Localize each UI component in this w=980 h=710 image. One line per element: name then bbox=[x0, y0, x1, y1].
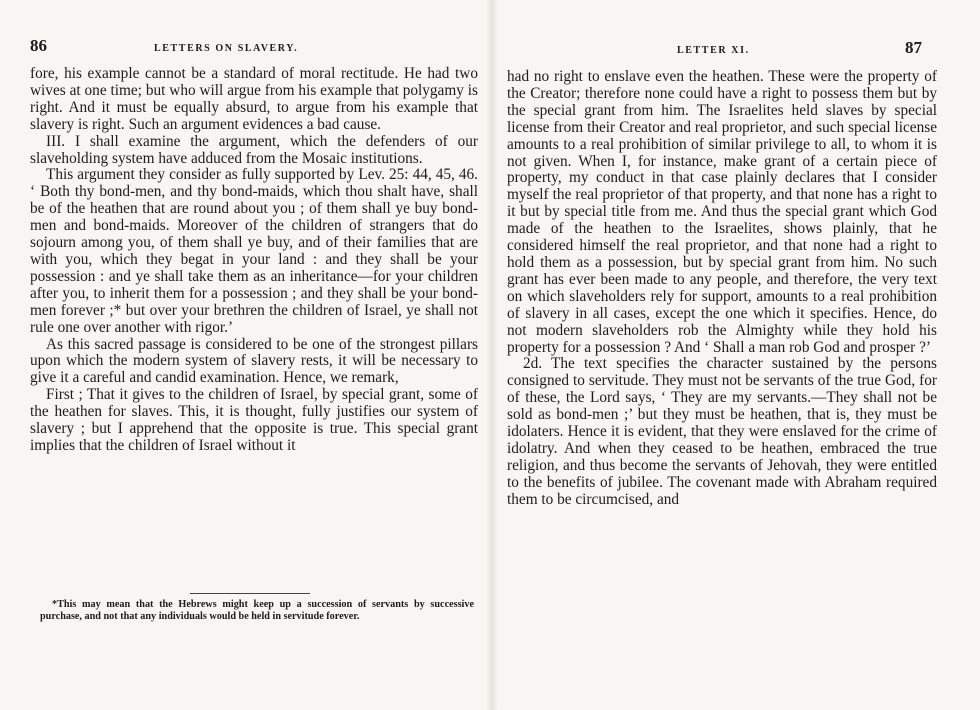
paragraph: III. I shall examine the argument, which the defenders of our slaveholding system have adduced from the Mosaic institutions. bbox=[30, 132, 478, 167]
right-page-body bbox=[507, 69, 937, 509]
paragraph: had no right to enslave even the heathen. These were the property of the Creator; therefore none could have a right to possess them but by the special grant from him. The Israelites held slaves by special license from their Creator and real proprietor, and such special license amounts to a real prohibition of similar privilege to all, to whom it is not given. When I, for instance, make grant of a certain piece of property, my conduct in that case plainly declares that I consider myself the real proprietor of that property, and that none has a right to it but by special title from me. And thus the special grant which God made of the heathen to the Israelites, shows plainly, that he considered himself the real proprietor, and that none had a right to hold them as a possession, but by special grant from him. No such grant has ever been made to any people, and therefore, the very text on which slaveholders rely for support, amounts to a real prohibition of slavery in all cases, except the one which it specifies. Hence, do not modern slaveholders rob the Almighty while they hold his property for a possession ? And ‘ Shall a man rob God and prosper ?’ bbox=[507, 68, 937, 356]
right-page-number: 87 bbox=[905, 38, 922, 57]
left-page-number: 86 bbox=[30, 36, 47, 55]
paragraph: fore, his example cannot be a standard of moral rectitude. He had two wives at one time; but who will argue from his example that polygamy is right. And it must be equally absurd, to argue from his example that slavery is right. Such an argument evidences a bad cause. bbox=[30, 65, 478, 133]
paragraph: This argument they consider as fully supported by Lev. 25: 44, 45, 46. ‘ Both thy bond-men, and thy bond-maids, which thou shalt have, shall be of the heathen that are round about you ; of them shall ye buy bond-men and bond-maids. Moreover of the children of strangers that do sojourn among you, of them shall ye buy, and of their families that are with you, which they begat in your land : and they shall be your possession : and ye shall take them as an inheritance—for your children after you, to inherit them for a possession ; and they shall be your bond-men forever ;* but over your brethren the children of Israel, ye shall not rule one over another with rigor.’ bbox=[30, 166, 478, 336]
right-running-head: LETTER XI. bbox=[677, 45, 750, 56]
book-gutter bbox=[486, 0, 498, 710]
left-running-head: LETTERS ON SLAVERY. bbox=[154, 43, 299, 54]
footnote-rule bbox=[190, 593, 310, 594]
left-page-body bbox=[30, 66, 478, 455]
paragraph: As this sacred passage is considered to be one of the strongest pillars upon which the modern system of slavery rests, it will be necessary to give it a careful and candid examination. Hence, we remark, bbox=[30, 335, 478, 387]
paragraph: First ; That it gives to the children of Israel, by special grant, some of the heathen for slaves. This, it is thought, fully justifies our system of slavery ; but I apprehend that the opposite is true. This special grant implies that the children of Israel without it bbox=[30, 386, 478, 454]
paragraph: 2d. The text specifies the character sustained by the persons consigned to servitude. They must not be servants of the true God, for of these, the Lord says, ‘ They are my servants.—They shall not be sold as bond-men ;’ but they must be heathen, that is, they must be idolaters. Hence it is evident, that they were enslaved for the crime of idolatry. And when they ceased to be heathen, embraced the true religion, and thus become the servants of Jehovah, they were entitled to the benefits of jubilee. The covenant made with Abraham required them to be circumcised, and bbox=[507, 355, 937, 508]
footnote: *This may mean that the Hebrews might keep up a succession of servants by successive purchase, and not that any individuals would be held in servitude forever. bbox=[40, 599, 474, 623]
